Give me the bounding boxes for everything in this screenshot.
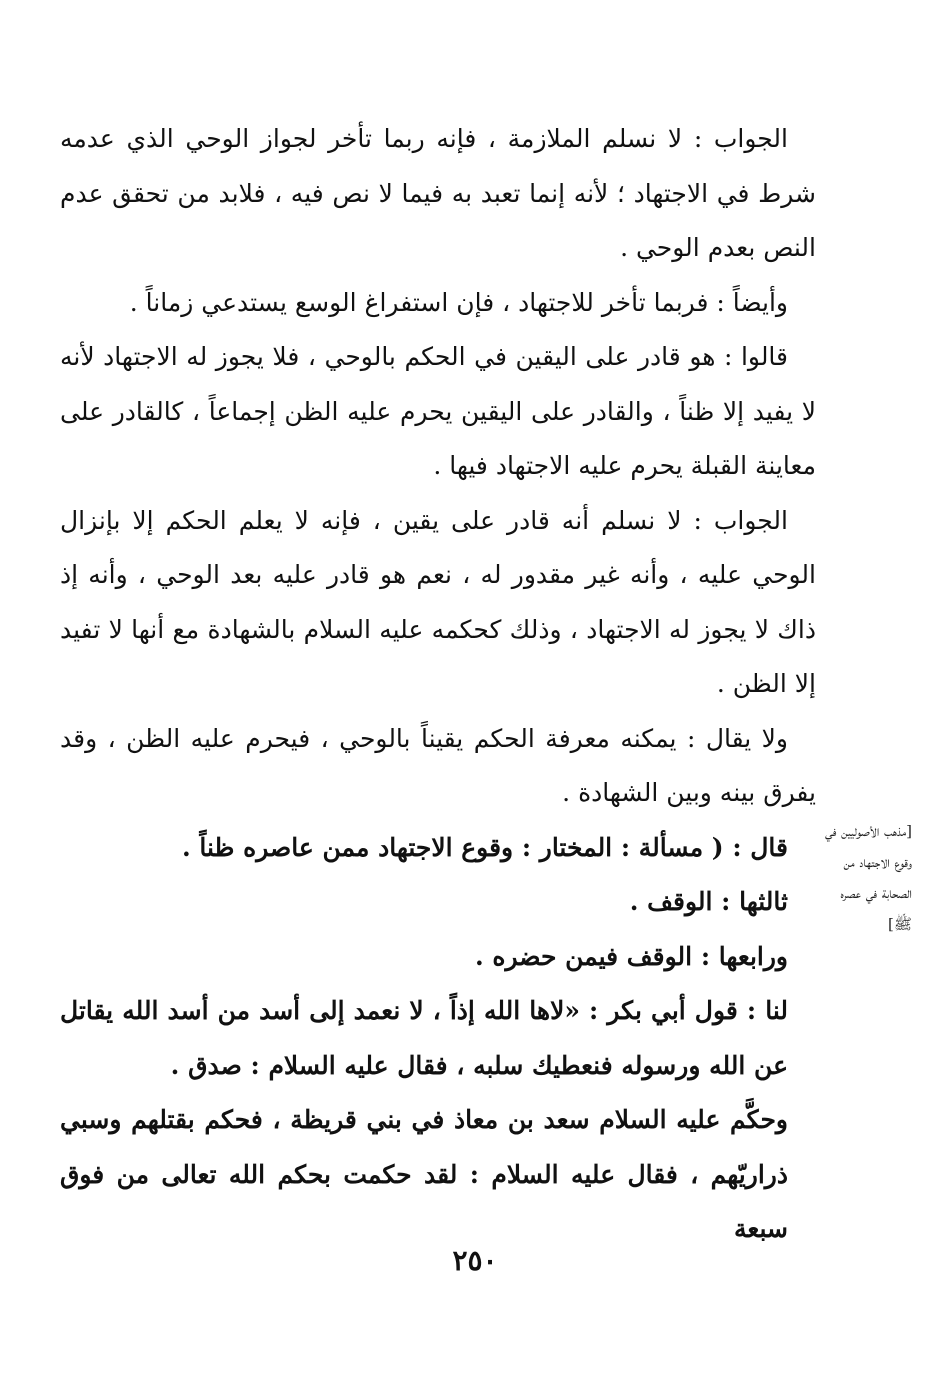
paragraph-answer-1: الجواب : لا نسلم الملازمة ، فإنه ربما تأخر لجواز الوحي الذي عدمه شرط في الاجتهاد ؛ لأنه إنما تعبد به فيما لا نص فيه ، فلابد من تحقق عدم النص بعدم الوحي . (60, 124, 816, 262)
margin-note: [مذهب الأصوليين في وقوع الاجتهاد من الصحابة في عصره ﷺ] (824, 822, 912, 933)
paragraph-matn-judgment: وحكَّم عليه السلام سعد بن معاذ في بني قريظة ، فحكم بقتلهم وسبي ذراريّهم ، فقال عليه السلام : لقد حكمت بحكم الله تعالى من فوق سبعة (60, 1105, 788, 1243)
page-number: ٢٥٠ (452, 1244, 498, 1277)
paragraph-they-said: قالوا : هو قادر على اليقين في الحكم بالوحي ، فلا يجوز له الاجتهاد لأنه لا يفيد إلا ظناً ، والقادر على اليقين يحرم عليه الظن إجماعاً ، كالقادر على معاينة القبلة يحرم عليه الاجتهاد فيها . (60, 342, 816, 480)
paragraph-also: وأيضاً : فربما تأخر للاجتهاد ، فإن استفراغ الوسع يستدعي زماناً . (129, 287, 788, 317)
paragraph-answer-2: الجواب : لا نسلم أنه قادر على يقين ، فإنه لا يعلم الحكم إلا بإنزال الوحي عليه ، وأنه غير مقدور له ، نعم هو قادر عليه بعد الوحي ، وأنه إذ ذاك لا يجوز له الاجتهاد ، وذلك كحكمه عليه السلام بالشهادة مع أنها لا تفيد إلا الظن . (60, 505, 816, 698)
paragraph-matn-evidence: لنا : قول أبي بكر : «لاها الله إذاً ، لا نعمد إلى أسد من أسد الله يقاتل عن الله ورسوله فنعطيك سلبه ، فقال عليه السلام : صدق . (60, 996, 788, 1080)
main-text-block (60, 112, 816, 1257)
paragraph-not-said: ولا يقال : يمكنه معرفة الحكم يقيناً بالوحي ، فيحرم عليه الظن ، وقد يفرق بينه وبين الشهادة . (60, 723, 816, 807)
paragraph-matn-third: ثالثها : الوقف . (629, 887, 788, 916)
paragraph-matn-issue: قال : ( مسألة : المختار : وقوع الاجتهاد ممن عاصره ظناً . (181, 832, 788, 862)
paragraph-matn-fourth: ورابعها : الوقف فيمن حضره . (474, 941, 788, 971)
